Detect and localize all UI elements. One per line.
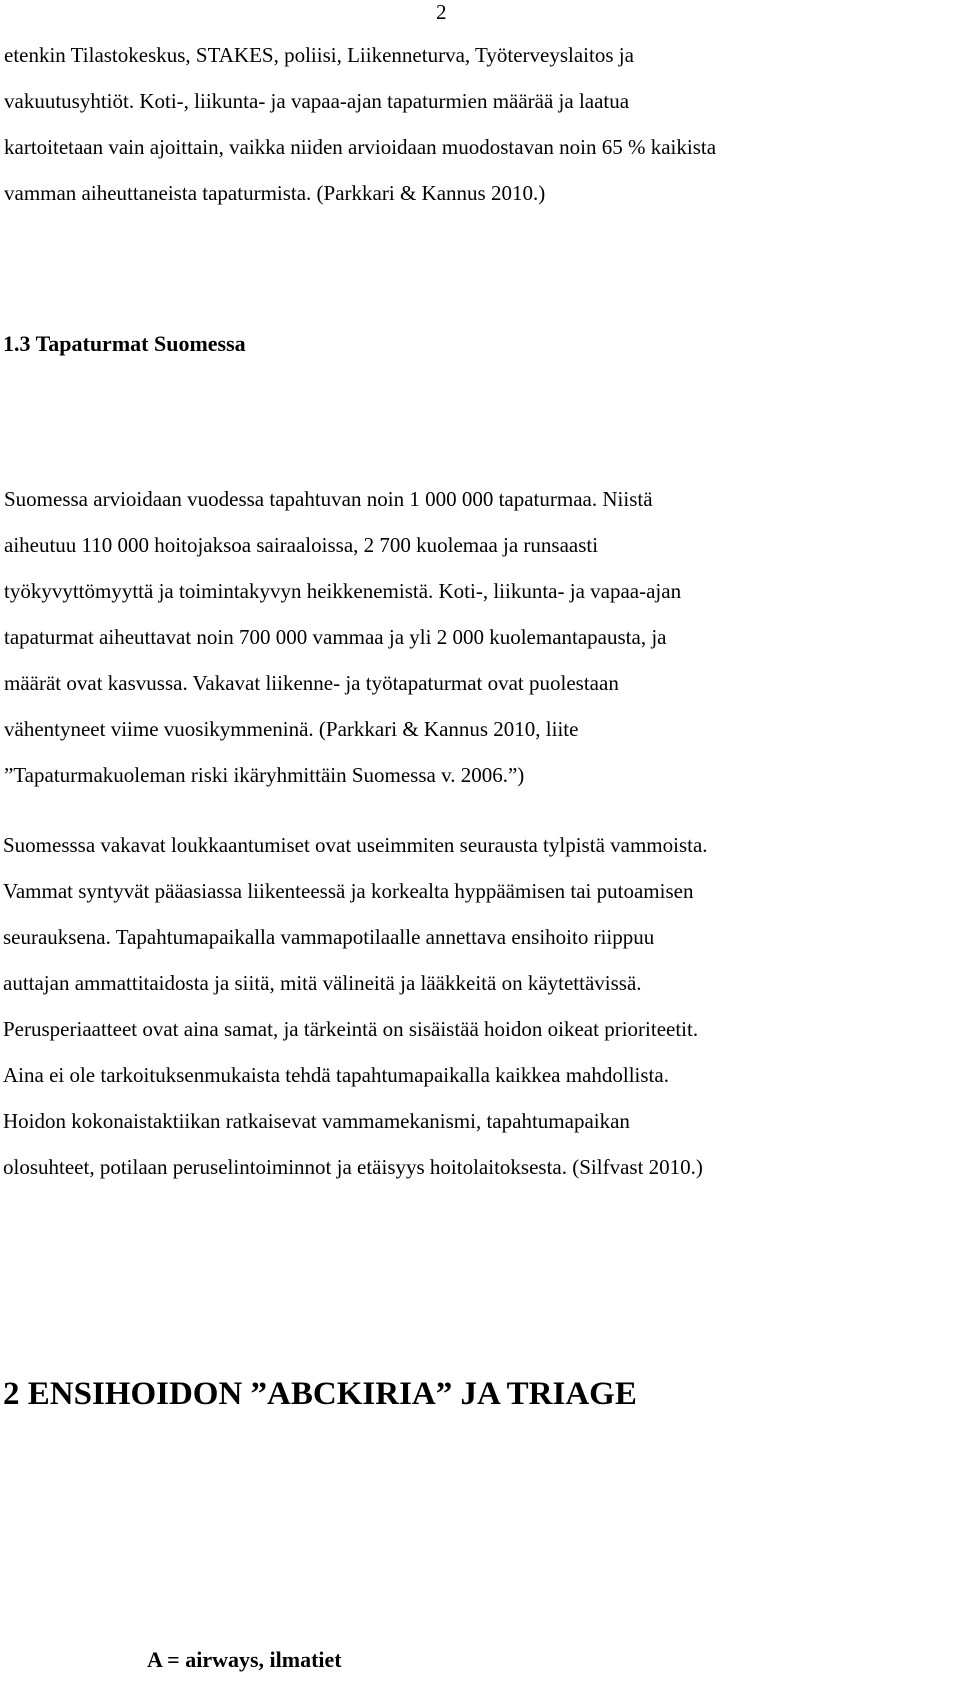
- text-line: tapaturmat aiheuttavat noin 700 000 vammaa ja yli 2 000 kuolemantapausta, ja: [4, 625, 667, 649]
- text-line: auttajan ammattitaidosta ja siitä, mitä välineitä ja lääkkeitä on käytettävissä.: [3, 971, 642, 995]
- text-line: Aina ei ole tarkoituksenmukaista tehdä tapahtumapaikalla kaikkea mahdollista.: [3, 1063, 669, 1087]
- text-line: seurauksena. Tapahtumapaikalla vammapotilaalle annettava ensihoito riippuu: [3, 925, 655, 949]
- text-line: kartoitetaan vain ajoittain, vaikka niiden arvioidaan muodostavan noin 65 % kaikista: [4, 135, 717, 159]
- text-line: Suomesssa vakavat loukkaantumiset ovat useimmiten seurausta tylpistä vammoista.: [3, 833, 708, 857]
- text-line: ”Tapaturmakuoleman riski ikäryhmittäin Suomessa v. 2006.”): [4, 763, 525, 787]
- subheading-airways: A = airways, ilmatiet: [147, 1647, 342, 1672]
- text-line: työkyvyttömyyttä ja toimintakyvyn heikkenemistä. Koti-, liikunta- ja vapaa-ajan: [4, 579, 682, 603]
- text-line: Vammat syntyvät pääasiassa liikenteessä ja korkealta hyppäämisen tai putoamisen: [3, 879, 694, 903]
- text-line: vähentyneet viime vuosikymmeninä. (Parkkari & Kannus 2010, liite: [4, 717, 579, 741]
- text-line: etenkin Tilastokeskus, STAKES, poliisi, Liikenneturva, Työterveyslaitos ja: [4, 43, 634, 67]
- page-number: 2: [436, 0, 447, 24]
- chapter-heading: 2 ENSIHOIDON ”ABCKIRIA” JA TRIAGE: [3, 1376, 637, 1412]
- text-line: vakuutusyhtiöt. Koti-, liikunta- ja vapaa-ajan tapaturmien määrää ja laatua: [4, 89, 630, 113]
- text-line: vamman aiheuttaneista tapaturmista. (Parkkari & Kannus 2010.): [4, 181, 546, 205]
- text-line: olosuhteet, potilaan peruselintoiminnot ja etäisyys hoitolaitoksesta. (Silfvast 2010.): [3, 1155, 703, 1179]
- text-line: Perusperiaatteet ovat aina samat, ja tärkeintä on sisäistää hoidon oikeat prioriteetit.: [3, 1017, 699, 1041]
- text-line: aiheutuu 110 000 hoitojaksoa sairaaloissa, 2 700 kuolemaa ja runsaasti: [4, 533, 599, 557]
- text-line: Hoidon kokonaistaktiikan ratkaisevat vammamekanismi, tapahtumapaikan: [3, 1109, 630, 1133]
- section-heading: 1.3 Tapaturmat Suomessa: [3, 331, 246, 356]
- text-line: määrät ovat kasvussa. Vakavat liikenne- ja työtapaturmat ovat puolestaan: [4, 671, 619, 695]
- text-line: Suomessa arvioidaan vuodessa tapahtuvan noin 1 000 000 tapaturmaa. Niistä: [4, 487, 653, 511]
